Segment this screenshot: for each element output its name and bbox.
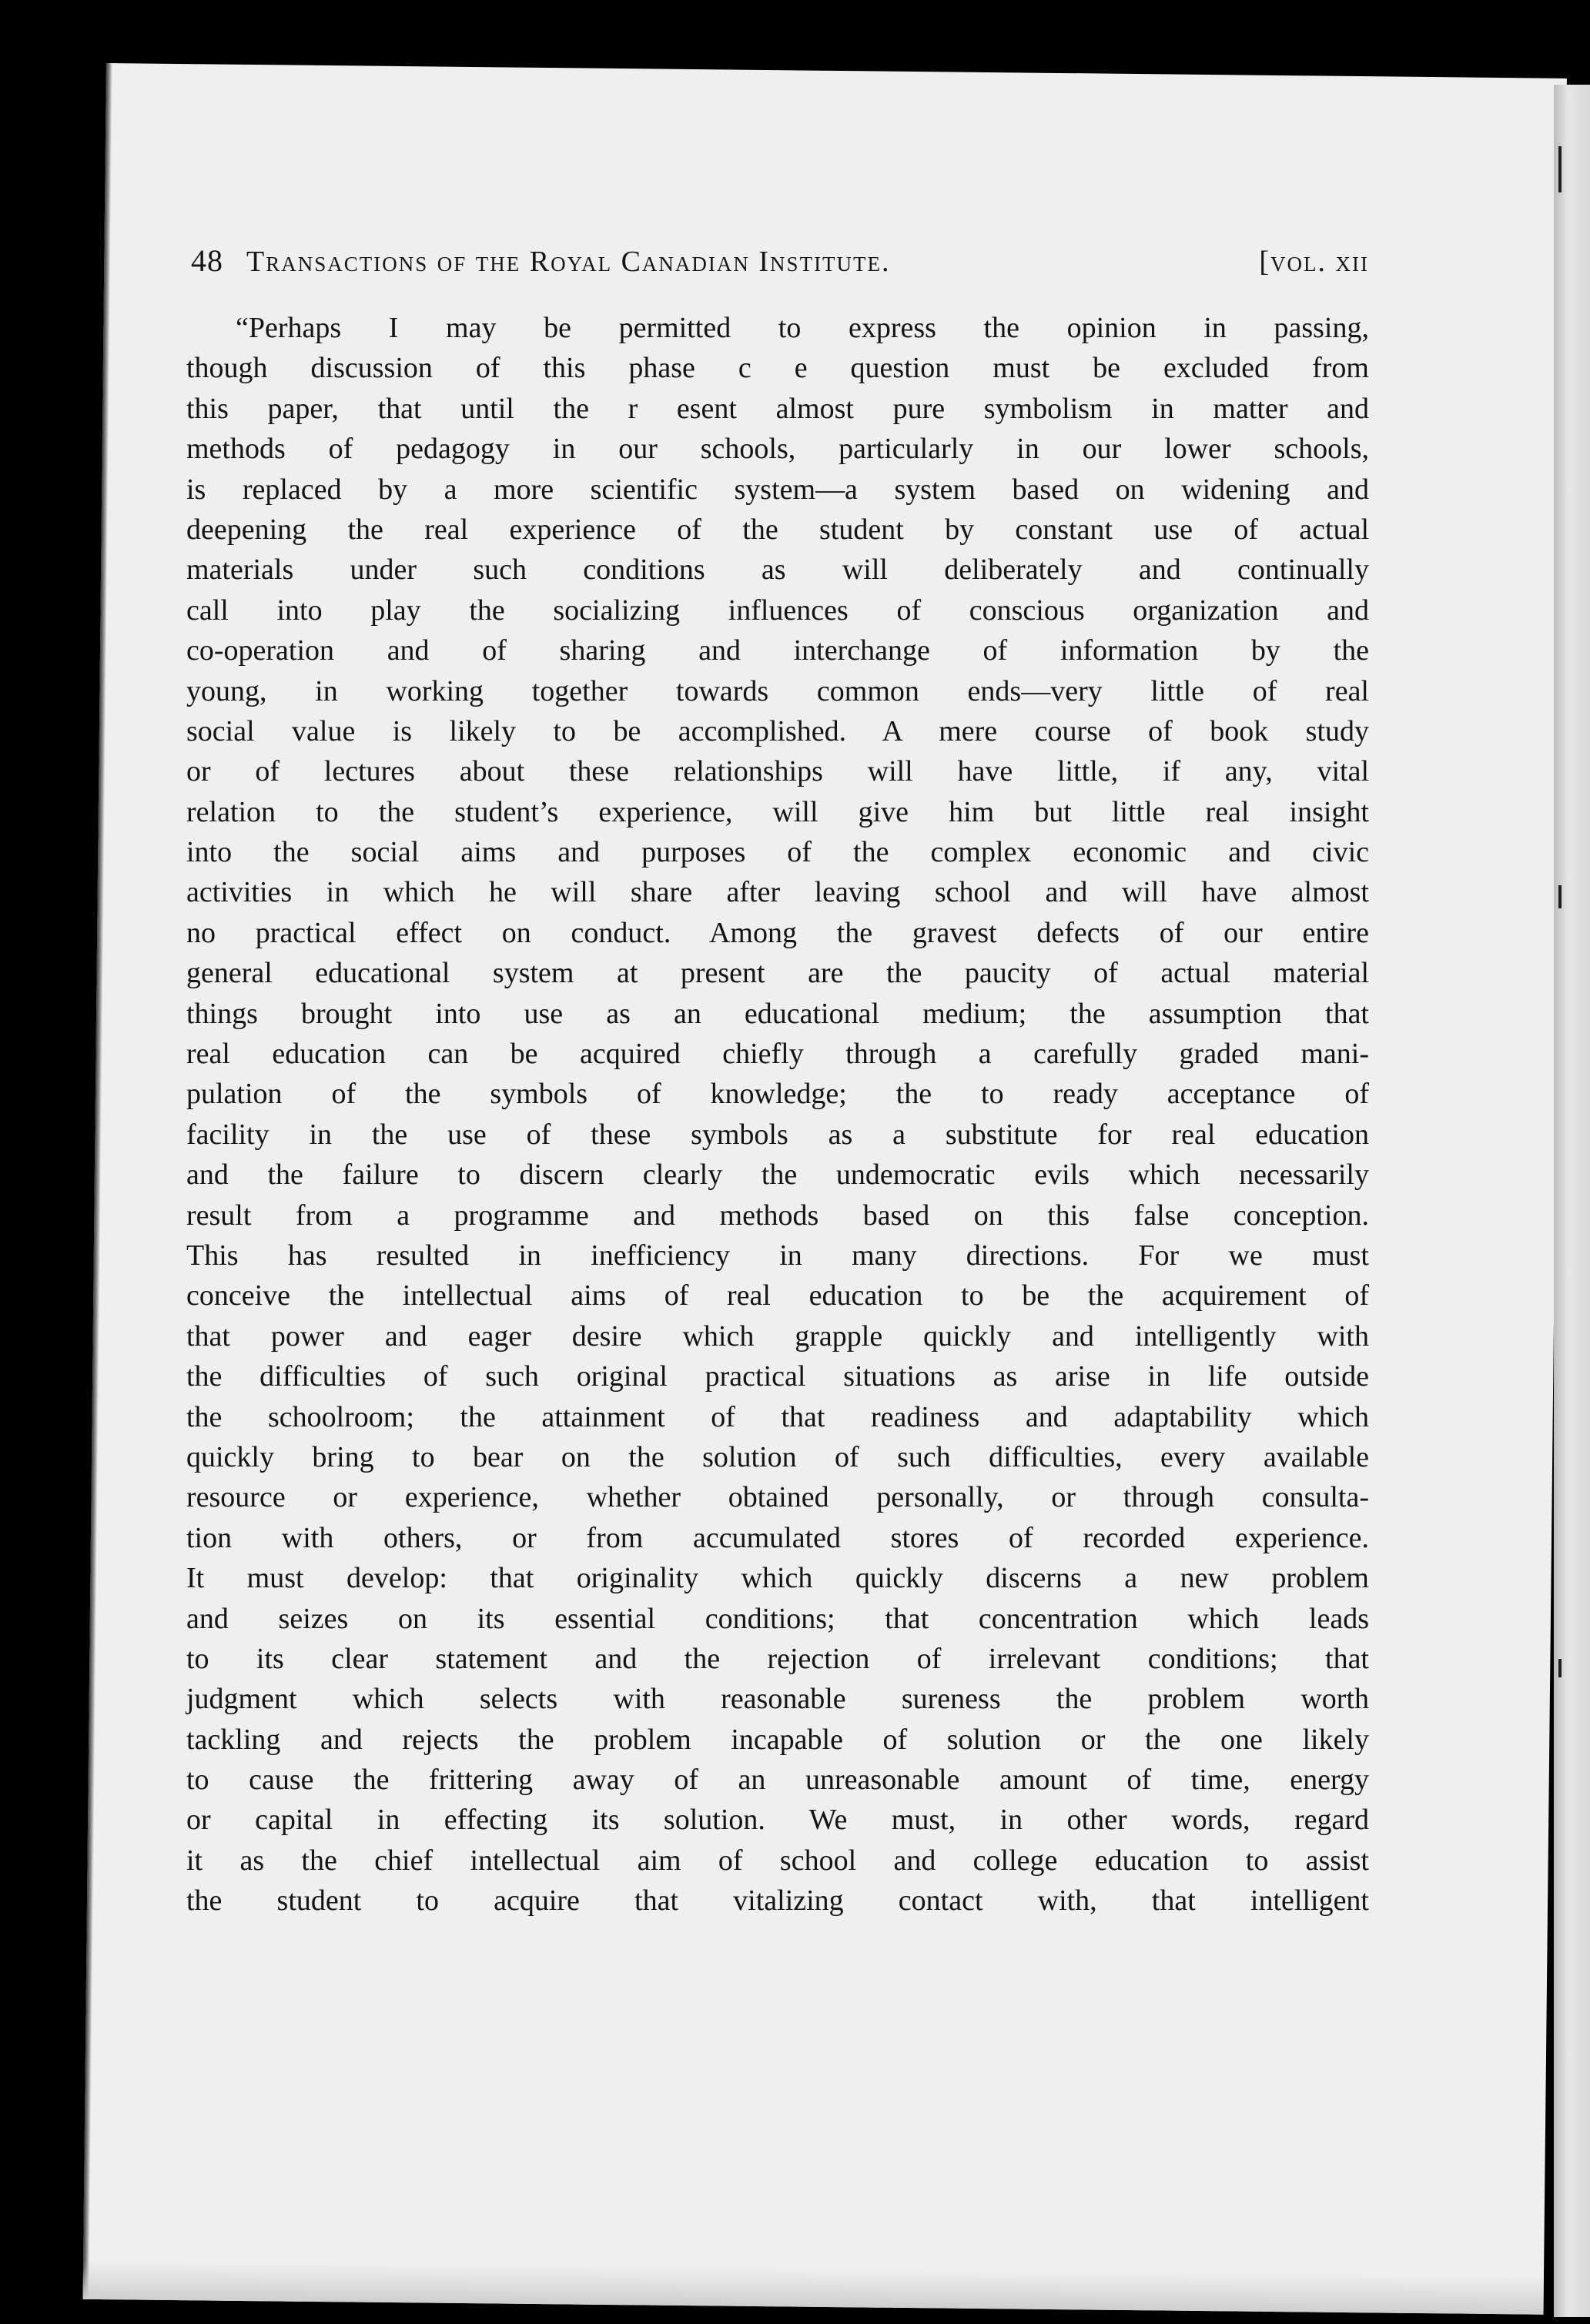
page-left-edge (83, 63, 112, 2299)
text-line: and the failure to discern clearly the undemocratic evils which necessarily (186, 1159, 1369, 1192)
text-line: to cause the frittering away of an unreasonable amount of time, energy (186, 1764, 1369, 1797)
text-line: tion with others, or from accumulated stores of recorded experience. (186, 1521, 1369, 1554)
text-line: though discussion of this phase c e question must be excluded from (186, 352, 1369, 385)
text-line: co-operation and of sharing and interchange of information by the (186, 634, 1369, 667)
volume-label: [vol. xii (1259, 246, 1369, 278)
text-line: into the social aims and purposes of the complex economic and civic (186, 836, 1369, 869)
text-line: quickly bring to bear on the solution of such difficulties, every available (186, 1440, 1369, 1473)
text-line: result from a programme and methods based on this false conception. (186, 1199, 1369, 1232)
page-number: 48 (191, 243, 223, 278)
text-line: This has resulted in inefficiency in many directions. For we must (186, 1239, 1369, 1272)
text-line: deepening the real experience of the student by constant use of actual (186, 513, 1369, 546)
text-line: things brought into use as an educational medium; the assumption that (186, 997, 1369, 1030)
text-line: call into play the socializing influences of conscious organization and (186, 594, 1369, 627)
text-line: activities in which he will share after leaving school and will have almost (186, 876, 1369, 909)
text-line: facility in the use of these symbols as a substitute for real education (186, 1118, 1369, 1151)
text-line: to its clear statement and the rejection of irrelevant conditions; that (186, 1642, 1369, 1675)
facing-page-edge (1554, 85, 1590, 2317)
text-line: general educational system at present are the paucity of actual material (186, 957, 1369, 990)
text-line: the schoolroom; the attainment of that readiness and adaptability which (186, 1400, 1369, 1433)
journal-title: Transactions of the Royal Canadian Institute. (246, 246, 891, 278)
text-line: that power and eager desire which grapple quickly and intelligently with (186, 1319, 1369, 1353)
text-line: conceive the intellectual aims of real education to be the acquirement of (186, 1279, 1369, 1312)
text-line: is replaced by a more scientific system—a system based on widening and (186, 473, 1369, 506)
text-line: social value is likely to be accomplished. A mere course of book study (186, 714, 1369, 747)
text-line: no practical effect on conduct. Among the gravest defects of our entire (186, 916, 1369, 949)
text-line: resource or experience, whether obtained personally, or through consulta- (186, 1481, 1369, 1514)
text-line: and seizes on its essential conditions; that concentration which leads (186, 1602, 1369, 1635)
text-line: or capital in effecting its solution. We must, in other words, regard (186, 1804, 1369, 1837)
text-line: tackling and rejects the problem incapable of solution or the one likely (186, 1723, 1369, 1756)
running-head (191, 242, 1369, 279)
page-bottom-shade (83, 2261, 1544, 2315)
body-text (186, 308, 1369, 1921)
text-line: it as the chief intellectual aim of school and college education to assist (186, 1844, 1369, 1877)
text-line: judgment which selects with reasonable sureness the problem worth (186, 1683, 1369, 1716)
scan-mark (1558, 885, 1562, 908)
text-line: the student to acquire that vitalizing contact with, that intelligent (186, 1884, 1369, 1918)
text-line: relation to the student’s experience, will give him but little real insight (186, 795, 1369, 828)
text-line: materials under such conditions as will deliberately and continually (186, 553, 1369, 587)
text-line: young, in working together towards common ends—very little of real (186, 674, 1369, 707)
text-line: or of lectures about these relationships will have little, if any, vital (186, 755, 1369, 788)
text-line: real education can be acquired chiefly through a carefully graded mani- (186, 1038, 1369, 1071)
text-line: It must develop: that originality which quickly discerns a new problem (186, 1562, 1369, 1595)
text-line: methods of pedagogy in our schools, particularly in our lower schools, (186, 433, 1369, 466)
scan-mark (1558, 1659, 1562, 1677)
scan-mark (1558, 146, 1562, 192)
text-line: pulation of the symbols of knowledge; the to ready acceptance of (186, 1078, 1369, 1111)
text-line: “Perhaps I may be permitted to express the opinion in passing, (236, 312, 1369, 344)
text-line: the difficulties of such original practical situations as arise in life outside (186, 1360, 1369, 1393)
text-line: this paper, that until the r esent almost pure symbolism in matter and (186, 392, 1369, 425)
